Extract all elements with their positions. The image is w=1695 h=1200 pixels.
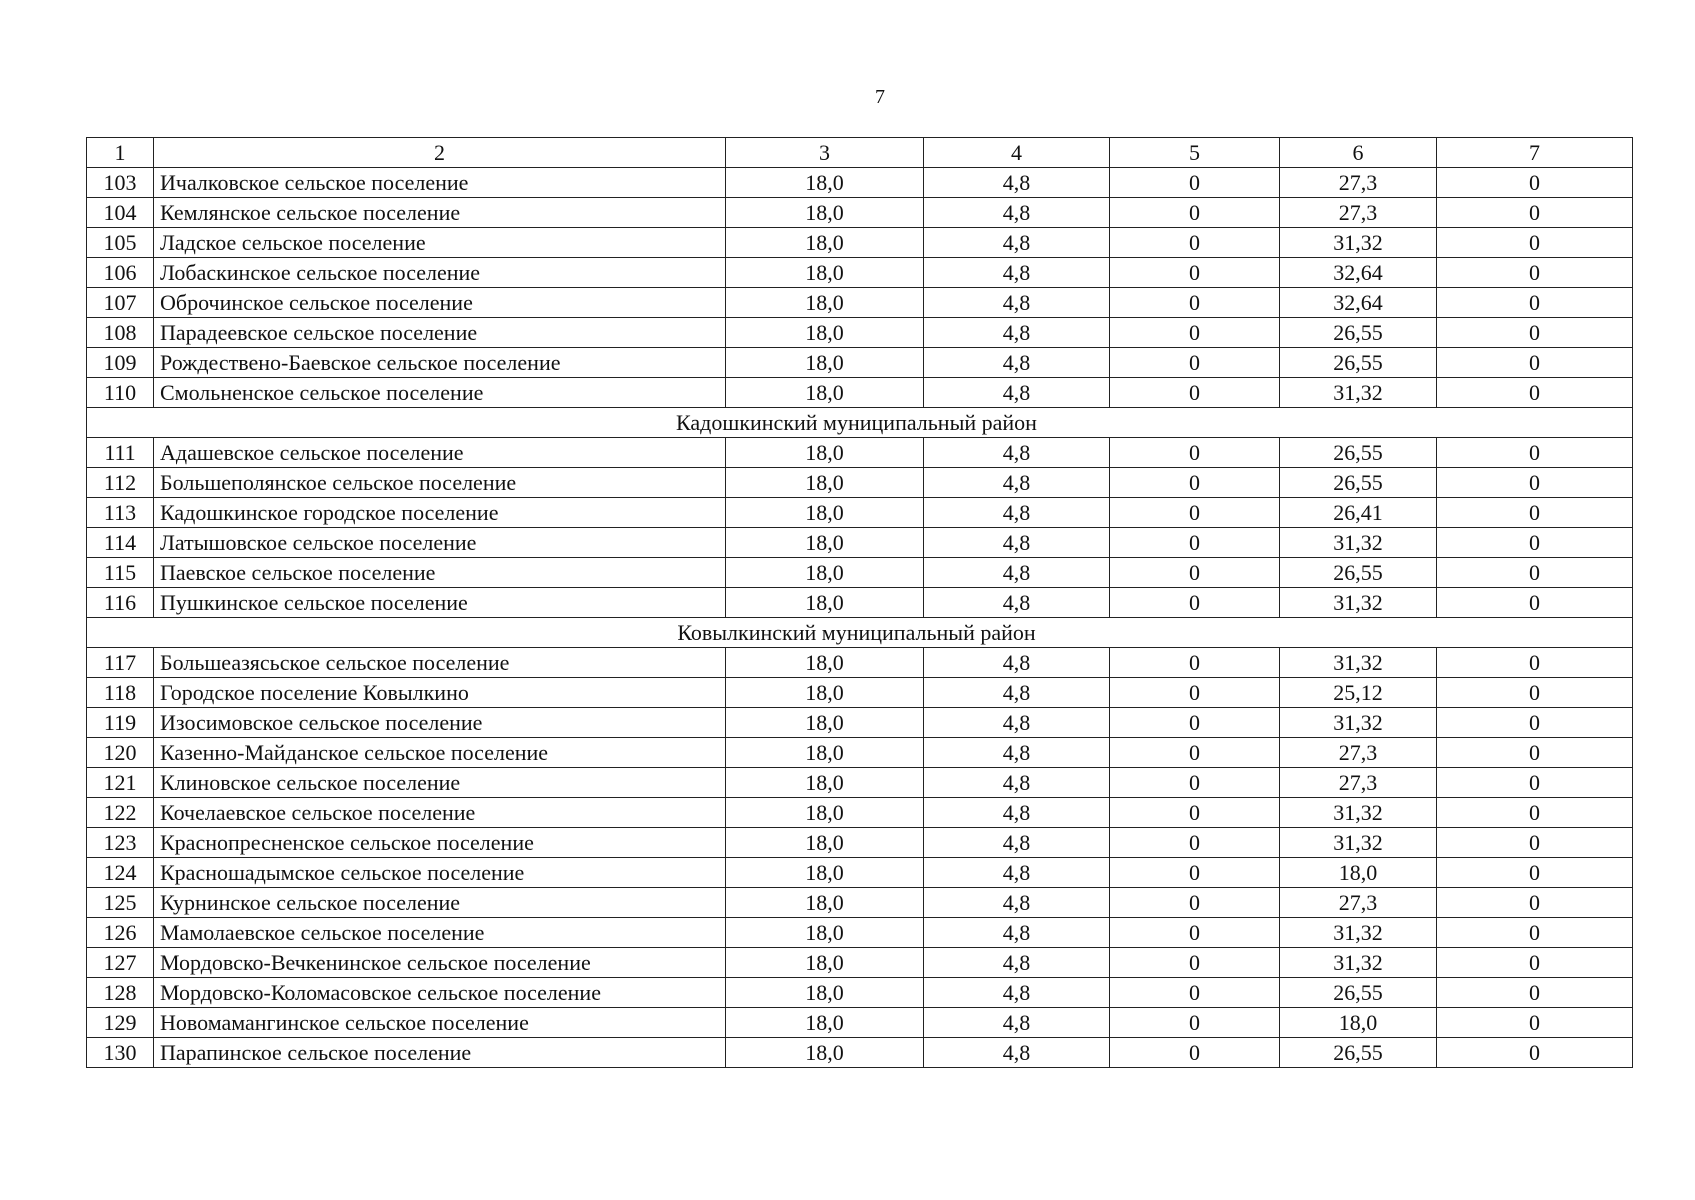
table-row bbox=[87, 888, 1633, 918]
table-row bbox=[87, 558, 1633, 588]
table-row bbox=[87, 828, 1633, 858]
col4-cell: 4,8 bbox=[924, 708, 1110, 738]
col3-cell: 18,0 bbox=[726, 948, 924, 978]
table-row bbox=[87, 858, 1633, 888]
col6-cell: 31,32 bbox=[1280, 828, 1437, 858]
col3-cell: 18,0 bbox=[726, 438, 924, 468]
row-number-cell: 121 bbox=[87, 768, 154, 798]
col7-cell: 0 bbox=[1437, 168, 1633, 198]
col3-cell: 18,0 bbox=[726, 528, 924, 558]
row-number-cell: 104 bbox=[87, 198, 154, 228]
district-heading-row bbox=[87, 618, 1633, 648]
col3-cell: 18,0 bbox=[726, 678, 924, 708]
col5-cell: 0 bbox=[1110, 228, 1280, 258]
col6-cell: 32,64 bbox=[1280, 288, 1437, 318]
col3-cell: 18,0 bbox=[726, 768, 924, 798]
settlement-name-cell: Ладское сельское поселение bbox=[154, 228, 726, 258]
col3-cell: 18,0 bbox=[726, 798, 924, 828]
row-number-cell: 106 bbox=[87, 258, 154, 288]
col6-cell: 18,0 bbox=[1280, 1008, 1437, 1038]
col7-cell: 0 bbox=[1437, 918, 1633, 948]
header-cell: 7 bbox=[1437, 138, 1633, 168]
col5-cell: 0 bbox=[1110, 288, 1280, 318]
col7-cell: 0 bbox=[1437, 888, 1633, 918]
table-row bbox=[87, 318, 1633, 348]
col3-cell: 18,0 bbox=[726, 918, 924, 948]
col4-cell: 4,8 bbox=[924, 468, 1110, 498]
col4-cell: 4,8 bbox=[924, 1038, 1110, 1068]
col3-cell: 18,0 bbox=[726, 318, 924, 348]
header-cell: 5 bbox=[1110, 138, 1280, 168]
col5-cell: 0 bbox=[1110, 648, 1280, 678]
header-cell: 6 bbox=[1280, 138, 1437, 168]
settlement-name-cell: Большеазясьское сельское поселение bbox=[154, 648, 726, 678]
settlement-name-cell: Адашевское сельское поселение bbox=[154, 438, 726, 468]
col6-cell: 26,55 bbox=[1280, 1038, 1437, 1068]
col7-cell: 0 bbox=[1437, 858, 1633, 888]
col3-cell: 18,0 bbox=[726, 468, 924, 498]
col7-cell: 0 bbox=[1437, 1008, 1633, 1038]
col4-cell: 4,8 bbox=[924, 228, 1110, 258]
col6-cell: 26,55 bbox=[1280, 558, 1437, 588]
col7-cell: 0 bbox=[1437, 798, 1633, 828]
col4-cell: 4,8 bbox=[924, 738, 1110, 768]
row-number-cell: 107 bbox=[87, 288, 154, 318]
settlement-name-cell: Парапинское сельское поселение bbox=[154, 1038, 726, 1068]
col4-cell: 4,8 bbox=[924, 678, 1110, 708]
row-number-cell: 103 bbox=[87, 168, 154, 198]
settlement-name-cell: Оброчинское сельское поселение bbox=[154, 288, 726, 318]
col6-cell: 27,3 bbox=[1280, 198, 1437, 228]
col6-cell: 26,55 bbox=[1280, 468, 1437, 498]
row-number-cell: 105 bbox=[87, 228, 154, 258]
col5-cell: 0 bbox=[1110, 438, 1280, 468]
settlement-name-cell: Пушкинское сельское поселение bbox=[154, 588, 726, 618]
col5-cell: 0 bbox=[1110, 378, 1280, 408]
row-number-cell: 111 bbox=[87, 438, 154, 468]
settlements-table bbox=[86, 137, 1633, 1068]
col4-cell: 4,8 bbox=[924, 978, 1110, 1008]
table-row bbox=[87, 768, 1633, 798]
col4-cell: 4,8 bbox=[924, 648, 1110, 678]
col6-cell: 27,3 bbox=[1280, 888, 1437, 918]
row-number-cell: 119 bbox=[87, 708, 154, 738]
table-row bbox=[87, 978, 1633, 1008]
row-number-cell: 110 bbox=[87, 378, 154, 408]
table-row bbox=[87, 228, 1633, 258]
col6-cell: 27,3 bbox=[1280, 168, 1437, 198]
col5-cell: 0 bbox=[1110, 678, 1280, 708]
col3-cell: 18,0 bbox=[726, 288, 924, 318]
col4-cell: 4,8 bbox=[924, 558, 1110, 588]
col6-cell: 31,32 bbox=[1280, 948, 1437, 978]
col3-cell: 18,0 bbox=[726, 198, 924, 228]
col5-cell: 0 bbox=[1110, 768, 1280, 798]
table-row bbox=[87, 738, 1633, 768]
col7-cell: 0 bbox=[1437, 468, 1633, 498]
col4-cell: 4,8 bbox=[924, 888, 1110, 918]
col7-cell: 0 bbox=[1437, 978, 1633, 1008]
row-number-cell: 120 bbox=[87, 738, 154, 768]
table-row bbox=[87, 498, 1633, 528]
col7-cell: 0 bbox=[1437, 228, 1633, 258]
col4-cell: 4,8 bbox=[924, 168, 1110, 198]
col6-cell: 26,55 bbox=[1280, 978, 1437, 1008]
col6-cell: 26,55 bbox=[1280, 348, 1437, 378]
col6-cell: 31,32 bbox=[1280, 648, 1437, 678]
row-number-cell: 126 bbox=[87, 918, 154, 948]
row-number-cell: 117 bbox=[87, 648, 154, 678]
settlement-name-cell: Красношадымское сельское поселение bbox=[154, 858, 726, 888]
col7-cell: 0 bbox=[1437, 708, 1633, 738]
col3-cell: 18,0 bbox=[726, 558, 924, 588]
header-row bbox=[87, 138, 1633, 168]
col3-cell: 18,0 bbox=[726, 1008, 924, 1038]
col5-cell: 0 bbox=[1110, 258, 1280, 288]
col6-cell: 26,55 bbox=[1280, 318, 1437, 348]
col3-cell: 18,0 bbox=[726, 888, 924, 918]
col7-cell: 0 bbox=[1437, 738, 1633, 768]
table-body bbox=[87, 138, 1633, 1068]
col5-cell: 0 bbox=[1110, 468, 1280, 498]
col6-cell: 31,32 bbox=[1280, 798, 1437, 828]
col4-cell: 4,8 bbox=[924, 1008, 1110, 1038]
table-row bbox=[87, 528, 1633, 558]
row-number-cell: 118 bbox=[87, 678, 154, 708]
row-number-cell: 116 bbox=[87, 588, 154, 618]
col3-cell: 18,0 bbox=[726, 228, 924, 258]
row-number-cell: 125 bbox=[87, 888, 154, 918]
col4-cell: 4,8 bbox=[924, 498, 1110, 528]
col6-cell: 31,32 bbox=[1280, 588, 1437, 618]
district-heading-row bbox=[87, 408, 1633, 438]
col7-cell: 0 bbox=[1437, 438, 1633, 468]
col4-cell: 4,8 bbox=[924, 798, 1110, 828]
table-row bbox=[87, 918, 1633, 948]
district-heading: Ковылкинский муниципальный район bbox=[87, 618, 1633, 648]
col5-cell: 0 bbox=[1110, 978, 1280, 1008]
table-row bbox=[87, 288, 1633, 318]
row-number-cell: 113 bbox=[87, 498, 154, 528]
table-row bbox=[87, 588, 1633, 618]
col7-cell: 0 bbox=[1437, 648, 1633, 678]
col6-cell: 31,32 bbox=[1280, 528, 1437, 558]
col5-cell: 0 bbox=[1110, 168, 1280, 198]
table-row bbox=[87, 198, 1633, 228]
settlement-name-cell: Ичалковское сельское поселение bbox=[154, 168, 726, 198]
col4-cell: 4,8 bbox=[924, 918, 1110, 948]
settlement-name-cell: Рождествено-Баевское сельское поселение bbox=[154, 348, 726, 378]
col7-cell: 0 bbox=[1437, 558, 1633, 588]
col3-cell: 18,0 bbox=[726, 498, 924, 528]
settlement-name-cell: Курнинское сельское поселение bbox=[154, 888, 726, 918]
table-row bbox=[87, 678, 1633, 708]
row-number-cell: 130 bbox=[87, 1038, 154, 1068]
row-number-cell: 127 bbox=[87, 948, 154, 978]
col7-cell: 0 bbox=[1437, 198, 1633, 228]
col7-cell: 0 bbox=[1437, 348, 1633, 378]
col4-cell: 4,8 bbox=[924, 318, 1110, 348]
col6-cell: 25,12 bbox=[1280, 678, 1437, 708]
col4-cell: 4,8 bbox=[924, 258, 1110, 288]
settlement-name-cell: Новомамангинское сельское поселение bbox=[154, 1008, 726, 1038]
col3-cell: 18,0 bbox=[726, 978, 924, 1008]
settlement-name-cell: Изосимовское сельское поселение bbox=[154, 708, 726, 738]
header-cell: 4 bbox=[924, 138, 1110, 168]
col3-cell: 18,0 bbox=[726, 348, 924, 378]
col3-cell: 18,0 bbox=[726, 1038, 924, 1068]
col6-cell: 31,32 bbox=[1280, 378, 1437, 408]
col6-cell: 27,3 bbox=[1280, 738, 1437, 768]
header-cell: 2 bbox=[154, 138, 726, 168]
col4-cell: 4,8 bbox=[924, 588, 1110, 618]
row-number-cell: 122 bbox=[87, 798, 154, 828]
settlement-name-cell: Большеполянское сельское поселение bbox=[154, 468, 726, 498]
col5-cell: 0 bbox=[1110, 558, 1280, 588]
col6-cell: 18,0 bbox=[1280, 858, 1437, 888]
table-row bbox=[87, 168, 1633, 198]
settlement-name-cell: Лобаскинское сельское поселение bbox=[154, 258, 726, 288]
col3-cell: 18,0 bbox=[726, 168, 924, 198]
settlement-name-cell: Городское поселение Ковылкино bbox=[154, 678, 726, 708]
row-number-cell: 109 bbox=[87, 348, 154, 378]
col4-cell: 4,8 bbox=[924, 348, 1110, 378]
table-row bbox=[87, 948, 1633, 978]
settlement-name-cell: Мамолаевское сельское поселение bbox=[154, 918, 726, 948]
col3-cell: 18,0 bbox=[726, 738, 924, 768]
col5-cell: 0 bbox=[1110, 318, 1280, 348]
page-number: 7 bbox=[875, 86, 885, 108]
col7-cell: 0 bbox=[1437, 318, 1633, 348]
settlement-name-cell: Краснопресненское сельское поселение bbox=[154, 828, 726, 858]
col7-cell: 0 bbox=[1437, 588, 1633, 618]
table-row bbox=[87, 438, 1633, 468]
col7-cell: 0 bbox=[1437, 948, 1633, 978]
header-cell: 1 bbox=[87, 138, 154, 168]
col4-cell: 4,8 bbox=[924, 288, 1110, 318]
col5-cell: 0 bbox=[1110, 828, 1280, 858]
header-cell: 3 bbox=[726, 138, 924, 168]
settlement-name-cell: Казенно-Майданское сельское поселение bbox=[154, 738, 726, 768]
col4-cell: 4,8 bbox=[924, 828, 1110, 858]
settlement-name-cell: Кадошкинское городское поселение bbox=[154, 498, 726, 528]
table-row bbox=[87, 258, 1633, 288]
col3-cell: 18,0 bbox=[726, 648, 924, 678]
settlement-name-cell: Паевское сельское поселение bbox=[154, 558, 726, 588]
col5-cell: 0 bbox=[1110, 198, 1280, 228]
col4-cell: 4,8 bbox=[924, 948, 1110, 978]
col4-cell: 4,8 bbox=[924, 858, 1110, 888]
col7-cell: 0 bbox=[1437, 1038, 1633, 1068]
table-row bbox=[87, 1038, 1633, 1068]
col7-cell: 0 bbox=[1437, 828, 1633, 858]
col4-cell: 4,8 bbox=[924, 768, 1110, 798]
col5-cell: 0 bbox=[1110, 798, 1280, 828]
col5-cell: 0 bbox=[1110, 588, 1280, 618]
col5-cell: 0 bbox=[1110, 738, 1280, 768]
row-number-cell: 108 bbox=[87, 318, 154, 348]
settlement-name-cell: Кочелаевское сельское поселение bbox=[154, 798, 726, 828]
col7-cell: 0 bbox=[1437, 768, 1633, 798]
col6-cell: 31,32 bbox=[1280, 708, 1437, 738]
table-row bbox=[87, 378, 1633, 408]
settlement-name-cell: Кемлянское сельское поселение bbox=[154, 198, 726, 228]
col5-cell: 0 bbox=[1110, 708, 1280, 738]
row-number-cell: 128 bbox=[87, 978, 154, 1008]
col6-cell: 31,32 bbox=[1280, 228, 1437, 258]
row-number-cell: 129 bbox=[87, 1008, 154, 1038]
table-row bbox=[87, 1008, 1633, 1038]
col6-cell: 26,41 bbox=[1280, 498, 1437, 528]
col7-cell: 0 bbox=[1437, 288, 1633, 318]
col5-cell: 0 bbox=[1110, 918, 1280, 948]
col5-cell: 0 bbox=[1110, 528, 1280, 558]
settlement-name-cell: Смольненское сельское поселение bbox=[154, 378, 726, 408]
col7-cell: 0 bbox=[1437, 258, 1633, 288]
row-number-cell: 123 bbox=[87, 828, 154, 858]
row-number-cell: 124 bbox=[87, 858, 154, 888]
col3-cell: 18,0 bbox=[726, 828, 924, 858]
col3-cell: 18,0 bbox=[726, 858, 924, 888]
settlement-name-cell: Мордовско-Коломасовское сельское поселение bbox=[154, 978, 726, 1008]
district-heading: Кадошкинский муниципальный район bbox=[87, 408, 1633, 438]
col4-cell: 4,8 bbox=[924, 378, 1110, 408]
col7-cell: 0 bbox=[1437, 378, 1633, 408]
col3-cell: 18,0 bbox=[726, 588, 924, 618]
col6-cell: 32,64 bbox=[1280, 258, 1437, 288]
col6-cell: 31,32 bbox=[1280, 918, 1437, 948]
table-row bbox=[87, 348, 1633, 378]
col7-cell: 0 bbox=[1437, 528, 1633, 558]
col5-cell: 0 bbox=[1110, 1008, 1280, 1038]
col6-cell: 27,3 bbox=[1280, 768, 1437, 798]
col5-cell: 0 bbox=[1110, 348, 1280, 378]
row-number-cell: 114 bbox=[87, 528, 154, 558]
col7-cell: 0 bbox=[1437, 678, 1633, 708]
row-number-cell: 112 bbox=[87, 468, 154, 498]
col3-cell: 18,0 bbox=[726, 708, 924, 738]
col5-cell: 0 bbox=[1110, 888, 1280, 918]
table-row bbox=[87, 468, 1633, 498]
col3-cell: 18,0 bbox=[726, 378, 924, 408]
col4-cell: 4,8 bbox=[924, 438, 1110, 468]
settlement-name-cell: Клиновское сельское поселение bbox=[154, 768, 726, 798]
table-row bbox=[87, 798, 1633, 828]
col6-cell: 26,55 bbox=[1280, 438, 1437, 468]
settlement-name-cell: Мордовско-Вечкенинское сельское поселение bbox=[154, 948, 726, 978]
col4-cell: 4,8 bbox=[924, 198, 1110, 228]
col5-cell: 0 bbox=[1110, 498, 1280, 528]
col4-cell: 4,8 bbox=[924, 528, 1110, 558]
settlement-name-cell: Парадеевское сельское поселение bbox=[154, 318, 726, 348]
settlement-name-cell: Латышовское сельское поселение bbox=[154, 528, 726, 558]
col5-cell: 0 bbox=[1110, 1038, 1280, 1068]
row-number-cell: 115 bbox=[87, 558, 154, 588]
col3-cell: 18,0 bbox=[726, 258, 924, 288]
table-row bbox=[87, 708, 1633, 738]
col5-cell: 0 bbox=[1110, 948, 1280, 978]
col7-cell: 0 bbox=[1437, 498, 1633, 528]
table-row bbox=[87, 648, 1633, 678]
col5-cell: 0 bbox=[1110, 858, 1280, 888]
